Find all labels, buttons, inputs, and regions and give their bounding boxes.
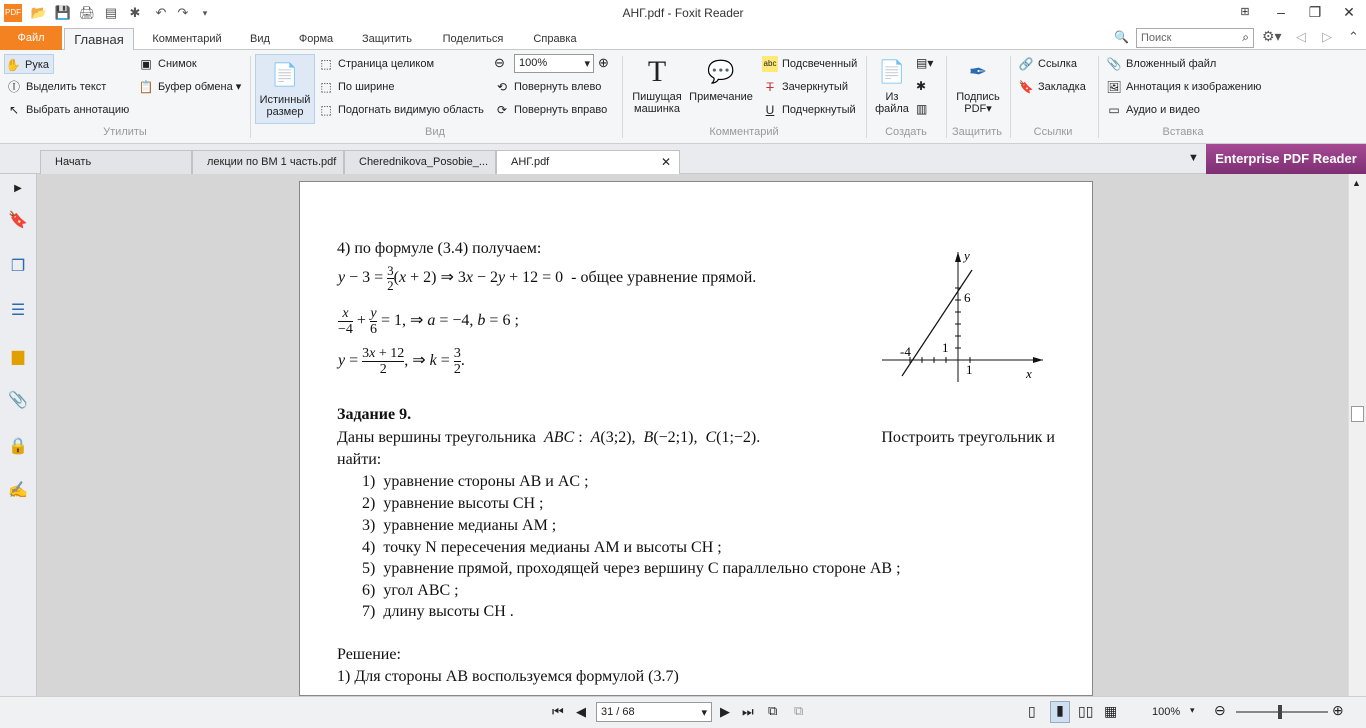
group-label-view: Вид: [425, 126, 445, 138]
pdf-page: [299, 181, 1093, 696]
equation-3: y = $\frac{3x + 12}{2}$ , ⇒ k = $\frac{3}{2}$ .: [338, 346, 465, 377]
maximize-button[interactable]: ❐: [1308, 4, 1322, 20]
undo-icon[interactable]: ↶: [155, 5, 167, 20]
tab-form[interactable]: Форма: [298, 33, 334, 45]
rotate-left-button[interactable]: ⟲ Повернуть влево: [494, 77, 601, 97]
search-placeholder: Поиск: [1141, 32, 1172, 44]
rotate-right-button[interactable]: ⟳ Повернуть вправо: [494, 100, 607, 120]
next-view-icon[interactable]: ⧉: [794, 703, 804, 718]
open-icon[interactable]: 📂: [30, 5, 48, 20]
zoom-level[interactable]: 100%: [1152, 706, 1181, 718]
tab-share[interactable]: Поделиться: [442, 33, 504, 45]
layers-panel-icon[interactable]: ☰: [10, 302, 26, 319]
first-page-icon[interactable]: ⏮: [552, 704, 564, 719]
zoom-in-icon[interactable]: ⊕: [1332, 702, 1344, 718]
signatures-panel-icon[interactable]: ✍: [8, 482, 28, 499]
group-label-insert: Вставка: [1162, 126, 1204, 138]
continuous-page-icon[interactable]: ▮: [1050, 701, 1070, 723]
print-icon[interactable]: 🖨: [78, 5, 96, 20]
list-item: 4) точку N пересечения медианы AM и высоты CH ;: [362, 539, 722, 556]
chevron-down-icon: ▾: [584, 58, 590, 70]
rotate-left-icon: ⟲: [496, 80, 508, 95]
tab-help[interactable]: Справка: [533, 33, 577, 45]
tab-file[interactable]: Файл: [0, 26, 62, 50]
y-tick-one: 1: [942, 340, 949, 355]
arrow-select-icon: ↖: [8, 103, 20, 118]
back-icon[interactable]: ◁: [1296, 29, 1306, 44]
zoom-select[interactable]: 100% ▾: [514, 54, 594, 73]
facing-page-icon[interactable]: ▯▯: [1078, 703, 1094, 719]
window-title: АНГ.pdf - Foxit Reader: [622, 6, 744, 20]
fit-width-button[interactable]: ⬚ По ширине: [318, 77, 395, 97]
status-bar: [0, 696, 1366, 728]
layout-icon[interactable]: ⊞: [1240, 6, 1250, 18]
close-button[interactable]: ✕: [1343, 4, 1355, 20]
bookmark-icon: 🔖: [1018, 80, 1034, 95]
snapshot-button[interactable]: ▣ Снимок: [138, 54, 197, 74]
minimize-button[interactable]: –: [1277, 4, 1285, 20]
fit-visible-button[interactable]: ⬚ Подогнать видимую область: [318, 100, 484, 120]
create-option-icon[interactable]: ▤▾: [916, 56, 934, 70]
tab-list-chevron-icon[interactable]: ▼: [1188, 152, 1199, 164]
fit-visible-icon: ⬚: [320, 103, 332, 118]
hand-icon: ✋: [5, 58, 21, 73]
equation-1-tail: - общее уравнение прямой.: [571, 269, 757, 287]
doc-tab-lectures[interactable]: лекции по ВМ 1 часть.pdf: [192, 150, 344, 174]
tab-protect[interactable]: Защитить: [362, 33, 412, 45]
y-axis-arrow: [955, 252, 961, 262]
strikeout-button[interactable]: T Зачеркнутый: [762, 77, 848, 97]
highlight-icon: abc: [762, 56, 778, 72]
typewriter-icon: T: [647, 55, 667, 88]
note-button[interactable]: 💬 Примечание: [688, 54, 754, 103]
ribbon: [0, 50, 1366, 144]
attach-file-button[interactable]: 📎 Вложенный файл: [1106, 57, 1217, 72]
tab-home[interactable]: Главная: [64, 28, 134, 51]
rotate-right-icon: ⟳: [496, 103, 508, 118]
from-file-button[interactable]: 📄 Из файла: [872, 54, 912, 115]
actual-size-button[interactable]: 📄 Истинный размер: [255, 54, 315, 124]
video-icon: ▭: [1108, 103, 1120, 118]
fit-page-icon: ⬚: [320, 57, 332, 72]
x-axis-label: x: [1026, 366, 1032, 381]
y-axis-label: y: [964, 248, 970, 263]
highlight-button[interactable]: abc Подсвеченный: [762, 54, 857, 74]
forward-icon[interactable]: ▷: [1322, 29, 1332, 44]
image-icon: 🖼: [1106, 80, 1122, 95]
expand-panel-icon[interactable]: ▶: [14, 183, 22, 194]
audio-video-button[interactable]: ▭ Аудио и видео: [1106, 100, 1200, 120]
zoom-in-icon[interactable]: ⊕: [598, 55, 609, 70]
search-icon[interactable]: ⌕: [1242, 30, 1249, 44]
single-page-icon[interactable]: ▯: [1028, 703, 1036, 719]
bookmarks-panel-icon[interactable]: 🔖: [8, 212, 28, 229]
left-sidebar: [0, 174, 37, 696]
x-axis-arrow: [1033, 357, 1043, 363]
save-icon[interactable]: 💾: [54, 5, 72, 20]
clipboard-button[interactable]: 📋 Буфер обмена ▾: [138, 80, 242, 95]
equation-1: y − 3 = $\frac{3}{2}$ (x + 2) ⇒ 3x − 2y + 12 = 0 - общее уравнение прямой.: [338, 263, 757, 293]
continuous-facing-icon[interactable]: ▦: [1104, 703, 1118, 719]
select-annotation-button[interactable]: ↖ Выбрать аннотацию: [6, 100, 129, 120]
redo-icon[interactable]: ↷: [177, 5, 189, 20]
paperclip-icon: 📎: [1106, 57, 1122, 72]
underline-button[interactable]: U Подчеркнутый: [762, 100, 856, 120]
zoom-dropdown-icon[interactable]: ▾: [1190, 705, 1195, 715]
doc-tab-ang[interactable]: [496, 150, 680, 174]
solution-heading: Решение:: [337, 646, 401, 663]
link-button[interactable]: 🔗 Ссылка: [1018, 57, 1077, 72]
task-heading: Задание 9.: [337, 406, 412, 423]
zoom-out-icon[interactable]: ⊖: [1214, 702, 1226, 718]
note-icon: 💬: [707, 59, 735, 84]
y-tick-six: 6: [964, 290, 971, 305]
list-item: 7) длину высоты CH .: [362, 603, 514, 620]
strikeout-icon: T: [766, 80, 774, 95]
group-label-create: Создать: [885, 126, 927, 138]
file-add-icon: 📄: [878, 59, 906, 84]
select-text-button[interactable]: Ⓘ Выделить текст: [7, 80, 107, 95]
chevron-down-icon: ▾: [701, 707, 707, 719]
fit-page-button[interactable]: ⬚ Страница целиком: [318, 54, 434, 74]
enterprise-banner[interactable]: Enterprise PDF Reader: [1206, 144, 1366, 174]
attachments-panel-icon[interactable]: 📎: [8, 392, 28, 409]
list-item: 6) угол ABC ;: [362, 582, 459, 599]
last-page-icon[interactable]: ⏭: [742, 704, 754, 719]
list-item: 2) уравнение высоты CH ;: [362, 495, 544, 512]
prev-page-icon[interactable]: ◀: [576, 704, 586, 719]
equation-2: $\frac{x}{-4}$ + $\frac{y}{6}$ = 1, ⇒ a = −4, b = 6 ;: [338, 306, 519, 337]
search-input[interactable]: [1136, 28, 1254, 48]
underline-icon: U: [765, 103, 775, 118]
text-cursor-icon: Ⓘ: [7, 80, 20, 95]
link-icon: 🔗: [1018, 57, 1034, 72]
security-panel-icon[interactable]: 🔒: [8, 438, 28, 455]
bookmark-button[interactable]: 🔖 Закладка: [1018, 80, 1086, 95]
task-find: найти:: [337, 451, 382, 468]
doc-tab-label: АНГ.pdf: [511, 156, 550, 168]
new-icon[interactable]: ✱: [129, 5, 141, 20]
typewriter-button[interactable]: T Пишущая машинка: [632, 55, 682, 115]
x-tick-one: 1: [966, 362, 973, 377]
gear-icon[interactable]: ⚙▾: [1262, 28, 1282, 44]
sign-pdf-button[interactable]: ✒ Подпись PDF▾: [952, 54, 1004, 115]
doc-tab-start[interactable]: Начать: [40, 150, 192, 174]
camera-icon: ▣: [140, 57, 152, 72]
scroll-up-icon[interactable]: ▲: [1352, 178, 1361, 188]
document-tabs: [0, 144, 1366, 174]
list-item: 3) уравнение медианы AM ;: [362, 517, 557, 534]
group-label-links: Ссылки: [1033, 126, 1073, 138]
line-graph: [878, 248, 1048, 384]
comments-panel-icon[interactable]: ▆: [11, 348, 25, 365]
pages-panel-icon[interactable]: ❐: [10, 258, 26, 275]
page-number-input[interactable]: 31 / 68 ▾: [596, 702, 712, 722]
pen-sign-icon: ✒: [968, 59, 988, 84]
customize-icon[interactable]: ▾: [202, 8, 208, 18]
hand-tool-button[interactable]: ✋ Рука: [4, 54, 54, 74]
x-tick-minus-four: -4: [900, 344, 911, 359]
vertical-scrollbar[interactable]: [1348, 174, 1366, 696]
zoom-out-icon[interactable]: ⊖: [494, 55, 505, 70]
find-icon[interactable]: 🔍: [1114, 30, 1129, 44]
list-item: 5) уравнение прямой, проходящей через вершину C параллельно стороне AB ;: [362, 560, 901, 577]
create-clipboard-icon[interactable]: ▥: [916, 102, 928, 116]
doc-tab-cherednikova[interactable]: Cherednikova_Posobie_...: [344, 150, 496, 174]
prev-view-icon[interactable]: ⧉: [768, 703, 778, 718]
ribbon-tabs: [0, 26, 1366, 50]
line-formula-intro: 4) по формуле (3.4) получаем:: [337, 240, 542, 257]
tab-comment[interactable]: Комментарий: [152, 33, 222, 45]
solution-step-1: 1) Для стороны AB воспользуемся формулой (3.7): [337, 668, 679, 685]
app-logo-icon: PDF: [4, 4, 22, 22]
title-bar: [0, 0, 1366, 26]
group-label-utils: Утилиты: [103, 126, 147, 138]
fit-width-icon: ⬚: [320, 80, 332, 95]
properties-icon[interactable]: ▤: [104, 5, 118, 20]
zoom-slider[interactable]: [1236, 711, 1328, 713]
close-tab-icon[interactable]: ✕: [660, 155, 671, 169]
task-statement: Даны вершины треугольника ABC : A(3;2), B(−2;1), C(1;−2). Построить треугольник и: [337, 429, 1055, 446]
zoom-slider-handle[interactable]: [1278, 705, 1282, 719]
create-blank-icon[interactable]: ✱: [916, 79, 927, 93]
scroll-thumb[interactable]: [1351, 406, 1364, 422]
list-item: 1) уравнение стороны AB и AC ;: [362, 473, 589, 490]
collapse-ribbon-icon[interactable]: ⌃: [1348, 29, 1359, 44]
group-label-comment: Комментарий: [709, 126, 779, 138]
next-page-icon[interactable]: ▶: [720, 704, 730, 719]
clipboard-icon: 📋: [138, 80, 154, 95]
page-icon: 📄: [271, 62, 299, 87]
group-label-protect: Защитить: [952, 126, 1002, 138]
tab-view[interactable]: Вид: [250, 33, 270, 45]
image-annotation-button[interactable]: 🖼 Аннотация к изображению: [1106, 80, 1262, 95]
